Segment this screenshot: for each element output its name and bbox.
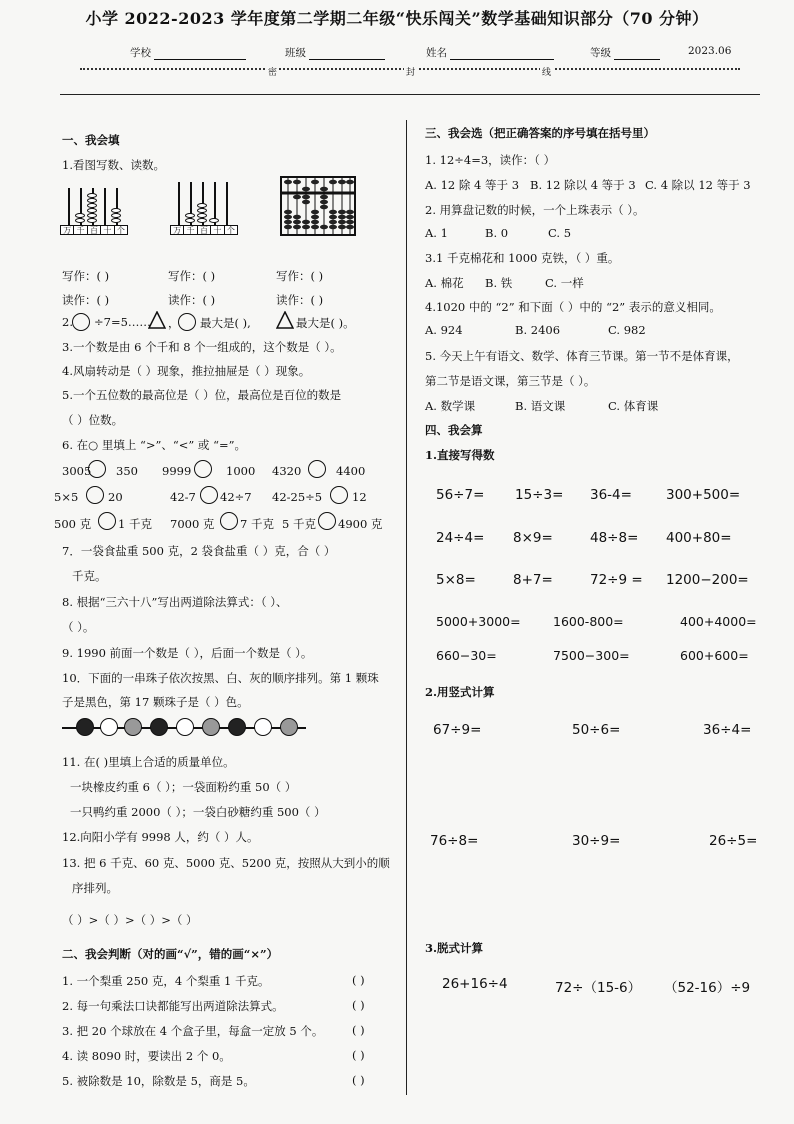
- vertical-calc-item[interactable]: 30÷9=: [572, 833, 621, 849]
- q2-circle-max[interactable]: 最大是( ),: [200, 316, 251, 330]
- abacus-bead: [185, 218, 195, 223]
- choice-q4[interactable]: 4.1020 中的 “2” 和下面（ ）中的 “2” 表示的意义相同。: [425, 300, 721, 314]
- compare-circle[interactable]: [98, 512, 116, 530]
- stepwise-calc-heading: 3.脱式计算: [425, 941, 484, 955]
- place-label: 万: [61, 226, 74, 234]
- direct-calc-item[interactable]: 5×8=: [436, 572, 476, 588]
- vertical-calc-heading: 2.用竖式计算: [425, 685, 495, 699]
- q11-prompt: 11. 在( )里填上合适的质量单位。: [62, 755, 235, 769]
- q7-text-2: 千克。: [72, 569, 107, 583]
- suanpan-image: [280, 176, 356, 236]
- compare-left: 9999: [162, 464, 192, 478]
- compare-circle[interactable]: [220, 512, 238, 530]
- direct-calc-item[interactable]: 1200−200=: [666, 572, 749, 588]
- choice-q2-option-a: A. 1: [425, 226, 448, 240]
- abacus-bead: [197, 208, 207, 213]
- direct-calc-item[interactable]: 56÷7=: [436, 487, 485, 503]
- judge-item-4: 4. 读 8090 时，要读出 2 个 0。: [62, 1049, 231, 1063]
- direct-calc-item[interactable]: 300+500=: [666, 487, 741, 503]
- name-label: 姓名: [426, 47, 447, 59]
- judge-answer-1[interactable]: ( ): [352, 973, 365, 987]
- direct-calc-item[interactable]: 660−30=: [436, 648, 497, 663]
- compare-right: 4400: [336, 464, 366, 478]
- judge-item-1: 1. 一个梨重 250 克，4 个梨重 1 千克。: [62, 974, 270, 988]
- compare-left: 500 克: [54, 517, 92, 531]
- school-label: 学校: [130, 47, 151, 59]
- compare-left: 5×5: [54, 490, 79, 504]
- abacus-bead: [197, 213, 207, 218]
- gray-bead: [280, 718, 298, 736]
- abacus-rod: [104, 188, 106, 225]
- direct-calc-item[interactable]: 48÷8=: [590, 530, 639, 546]
- choice-q2-option-b: B. 0: [485, 226, 509, 240]
- white-bead: [176, 718, 194, 736]
- choice-q3-option-c: C. 一样: [545, 276, 584, 290]
- stepwise-calc-item[interactable]: （52-16）÷9: [664, 980, 751, 996]
- place-label: 千: [184, 226, 197, 234]
- direct-calc-item[interactable]: 400+4000=: [680, 614, 757, 629]
- class-field[interactable]: [285, 45, 385, 60]
- gray-bead: [202, 718, 220, 736]
- choice-q2[interactable]: 2. 用算盘记数的时候，一个上珠表示（ ）。: [425, 203, 645, 217]
- class-label: 班级: [285, 47, 306, 59]
- choice-q5: 5. 今天上午有语文、数学、体育三节课。第一节不是体育课，: [425, 349, 739, 363]
- compare-circle[interactable]: [88, 460, 106, 478]
- triangle-shape-icon: [148, 311, 166, 329]
- judge-item-3: 3. 把 20 个球放在 4 个盒子里，每盒一定放 5 个。: [62, 1024, 324, 1038]
- section-2-heading: 二、我会判断（对的画“√”，错的画“×”）: [62, 947, 279, 961]
- place-label: 十: [211, 226, 224, 234]
- vertical-calc-item[interactable]: 50÷6=: [572, 722, 621, 738]
- place-label: 十: [101, 226, 114, 234]
- black-bead: [228, 718, 246, 736]
- seal-char-1: 密: [266, 65, 279, 78]
- choice-q4-option-a: A. 924: [425, 323, 463, 337]
- compare-left: 5 千克: [282, 517, 316, 531]
- compare-left: 4320: [272, 464, 302, 478]
- choice-q1-option-a: A. 12 除 4 等于 3: [425, 178, 520, 192]
- q5-text[interactable]: 5.一个五位数的最高位是（ ）位，最高位是百位的数是: [62, 388, 342, 402]
- q2-triangle-max[interactable]: 最大是( )。: [296, 316, 355, 330]
- q13-text: 13. 把 6 千克、60 克、5000 克、5200 克，按照从大到小的顺: [62, 856, 390, 870]
- direct-calc-heading: 1.直接写得数: [425, 448, 495, 462]
- direct-calc-item[interactable]: 400+80=: [666, 530, 732, 546]
- q10-text-2[interactable]: 子是黑色，第 17 颗珠子是（ ）色。: [62, 695, 249, 709]
- abacus-bead: [87, 208, 97, 213]
- school-field[interactable]: [130, 45, 246, 60]
- gray-bead: [124, 718, 142, 736]
- column-divider: [406, 120, 407, 1095]
- q11-line-2[interactable]: 一只鸭约重 2000（ ）；一袋白砂糖约重 500（ ）: [70, 805, 326, 819]
- compare-left: 42-7: [170, 490, 196, 504]
- q9-text[interactable]: 9. 1990 前面一个数是（ ），后面一个数是（ ）。: [62, 646, 313, 660]
- direct-calc-item[interactable]: 1600-800=: [553, 614, 624, 629]
- abacus-rod: [226, 182, 228, 225]
- choice-q4-option-b: B. 2406: [515, 323, 561, 337]
- direct-calc-item[interactable]: 8×9=: [513, 530, 553, 546]
- class-blank[interactable]: [309, 49, 385, 60]
- q2-equation: ÷7=5……: [94, 315, 151, 329]
- section-1-heading: 一、我会填: [62, 133, 120, 147]
- compare-left: 42-25÷5: [272, 490, 323, 504]
- choice-q3[interactable]: 3.1 千克棉花和 1000 克铁，（ ）重。: [425, 251, 620, 265]
- abacus-bead: [197, 218, 207, 223]
- judge-answer-2[interactable]: ( ): [352, 998, 365, 1012]
- q6-prompt: 6. 在○ 里填上 “>”、“<” 或 “=”。: [62, 438, 246, 452]
- section-4-heading: 四、我会算: [425, 423, 483, 437]
- compare-right: 12: [352, 490, 367, 504]
- direct-calc-item[interactable]: 24÷4=: [436, 530, 485, 546]
- abacus-bead: [87, 213, 97, 218]
- compare-left: 7000 克: [170, 517, 215, 531]
- triangle-shape-icon: [276, 311, 294, 329]
- seal-char-3: 线: [540, 65, 553, 78]
- place-label: 个: [116, 226, 125, 235]
- compare-right: 1000: [226, 464, 256, 478]
- compare-right: 4900 克: [338, 517, 383, 531]
- header-divider: [60, 94, 760, 95]
- choice-q3-option-b: B. 铁: [485, 276, 513, 290]
- abacus-bead: [111, 208, 121, 213]
- choice-q1-option-b: B. 12 除以 4 等于 3: [530, 178, 636, 192]
- choice-q1-option-c: C. 4 除以 12 等于 3: [645, 178, 751, 192]
- direct-calc-item[interactable]: 7500−300=: [553, 648, 630, 663]
- abacus-bead: [87, 203, 97, 208]
- abacus-bead: [87, 193, 97, 198]
- abacus-bead: [185, 213, 195, 218]
- vertical-calc-item[interactable]: 76÷8=: [430, 833, 479, 849]
- choice-q5-option-a: A. 数学课: [425, 399, 476, 413]
- abacus-bead: [197, 203, 207, 208]
- name-blank[interactable]: [450, 49, 554, 60]
- white-bead: [254, 718, 272, 736]
- q13-text-2: 序排列。: [72, 881, 118, 895]
- write-answer-3[interactable]: 写作：( ): [276, 269, 324, 283]
- q2-comma: ，: [168, 316, 180, 330]
- school-blank[interactable]: [154, 49, 246, 60]
- abacus-bead: [111, 213, 121, 218]
- page-title: 小学 2022-2023 学年度第二学期二年级“快乐闯关”数学基础知识部分（70 分钟）: [85, 9, 709, 28]
- vertical-calc-item[interactable]: 67÷9=: [433, 722, 482, 738]
- q5-text-2[interactable]: （ ）位数。: [62, 413, 124, 427]
- exam-date: 2023.06: [688, 45, 732, 57]
- direct-calc-item[interactable]: 15÷3=: [515, 487, 564, 503]
- direct-calc-item[interactable]: 72÷9 =: [590, 572, 643, 588]
- white-bead: [100, 718, 118, 736]
- read-answer-3[interactable]: 读作：( ): [276, 293, 324, 307]
- vertical-calc-item[interactable]: 26÷5=: [709, 833, 758, 849]
- grade-blank[interactable]: [614, 49, 660, 60]
- stepwise-calc-item[interactable]: 72÷（15-6）: [555, 980, 642, 996]
- circle-shape-icon: [72, 313, 90, 331]
- q1-prompt: 1.看图写数、读数。: [62, 158, 165, 172]
- choice-q5-line-2[interactable]: 第二节是语文课，第三节是（ ）。: [425, 374, 596, 388]
- compare-circle[interactable]: [194, 460, 212, 478]
- direct-calc-item[interactable]: 8+7=: [513, 572, 553, 588]
- direct-calc-item[interactable]: 600+600=: [680, 648, 749, 663]
- judge-answer-3[interactable]: ( ): [352, 1023, 365, 1037]
- abacus-place-labels: [60, 225, 128, 235]
- abacus-rod: [178, 182, 180, 225]
- abacus-bead: [111, 218, 121, 223]
- direct-calc-item[interactable]: 5000+3000=: [436, 614, 521, 629]
- section-3-heading: 三、我会选（把正确答案的序号填在括号里）: [425, 126, 655, 140]
- abacus-bead: [75, 213, 85, 218]
- circle-shape-icon: [178, 313, 196, 331]
- name-field[interactable]: [426, 45, 554, 60]
- judge-item-2: 2. 每一句乘法口诀都能写出两道除法算式。: [62, 999, 284, 1013]
- q12-text[interactable]: 12.向阳小学有 9998 人，约（ ）人。: [62, 830, 259, 844]
- q11-line-1[interactable]: 一块橡皮约重 6（ ）；一袋面粉约重 50（ ）: [70, 780, 297, 794]
- black-bead: [76, 718, 94, 736]
- write-answer-1[interactable]: 写作：( ): [62, 269, 110, 283]
- compare-circle[interactable]: [330, 486, 348, 504]
- seal-char-2: 封: [404, 65, 417, 78]
- compare-circle[interactable]: [308, 460, 326, 478]
- read-answer-2[interactable]: 读作：( ): [168, 293, 216, 307]
- place-label: 百: [198, 226, 211, 234]
- choice-q5-option-c: C. 体育课: [608, 399, 659, 413]
- choice-q1[interactable]: 1. 12÷4=3，读作：（ ）: [425, 153, 556, 167]
- abacus-bead: [75, 218, 85, 223]
- q7-text[interactable]: 7．一袋食盐重 500 克，2 袋食盐重（ ）克，合（ ）: [62, 544, 336, 558]
- compare-circle[interactable]: [200, 486, 218, 504]
- q3-text[interactable]: 3.一个数是由 6 个千和 8 个一组成的，这个数是（ ）。: [62, 340, 342, 354]
- judge-answer-4[interactable]: ( ): [352, 1048, 365, 1062]
- grade-field[interactable]: [590, 45, 660, 60]
- abacus-bead: [209, 218, 219, 223]
- place-label: 万: [171, 226, 184, 234]
- compare-right: 7 千克: [240, 517, 274, 531]
- choice-q4-option-c: C. 982: [608, 323, 646, 337]
- vertical-calc-item[interactable]: 36÷4=: [703, 722, 752, 738]
- compare-right: 20: [108, 490, 123, 504]
- abacus-place-labels: [170, 225, 238, 235]
- q8-text[interactable]: 8. 根据“三六十八”写出两道除法算式：（ ）、: [62, 595, 288, 609]
- read-answer-1[interactable]: 读作：( ): [62, 293, 110, 307]
- grade-label: 等级: [590, 47, 611, 59]
- compare-left: 3005: [62, 464, 92, 478]
- place-label: 百: [88, 226, 101, 234]
- place-label: 千: [74, 226, 87, 234]
- write-answer-2[interactable]: 写作：( ): [168, 269, 216, 283]
- abacus-bead: [87, 198, 97, 203]
- compare-circle[interactable]: [86, 486, 104, 504]
- q13-answer-row[interactable]: （ ）>（ ）>（ ）>（ ）: [62, 913, 198, 927]
- compare-circle[interactable]: [318, 512, 336, 530]
- abacus-bead: [87, 218, 97, 223]
- direct-calc-item[interactable]: 36-4=: [590, 487, 632, 503]
- choice-q5-option-b: B. 语文课: [515, 399, 566, 413]
- black-bead: [150, 718, 168, 736]
- place-label: 个: [226, 226, 235, 235]
- choice-q2-option-c: C. 5: [548, 226, 572, 240]
- judge-item-5: 5. 被除数是 10，除数是 5，商是 5。: [62, 1074, 255, 1088]
- choice-q3-option-a: A. 棉花: [425, 276, 464, 290]
- abacus-rod: [68, 188, 70, 225]
- q10-text: 10．下面的一串珠子依次按黑、白、灰的顺序排列。第 1 颗珠: [62, 671, 379, 685]
- q8-text-2[interactable]: （ ）。: [62, 620, 95, 634]
- stepwise-calc-item[interactable]: 26+16÷4: [442, 976, 508, 992]
- compare-right: 1 千克: [118, 517, 152, 531]
- q4-text[interactable]: 4.风扇转动是（ ）现象，推拉抽屉是（ ）现象。: [62, 364, 311, 378]
- compare-right: 42÷7: [220, 490, 252, 504]
- q2-number: 2.: [62, 315, 73, 329]
- compare-right: 350: [116, 464, 138, 478]
- judge-answer-5[interactable]: ( ): [352, 1073, 365, 1087]
